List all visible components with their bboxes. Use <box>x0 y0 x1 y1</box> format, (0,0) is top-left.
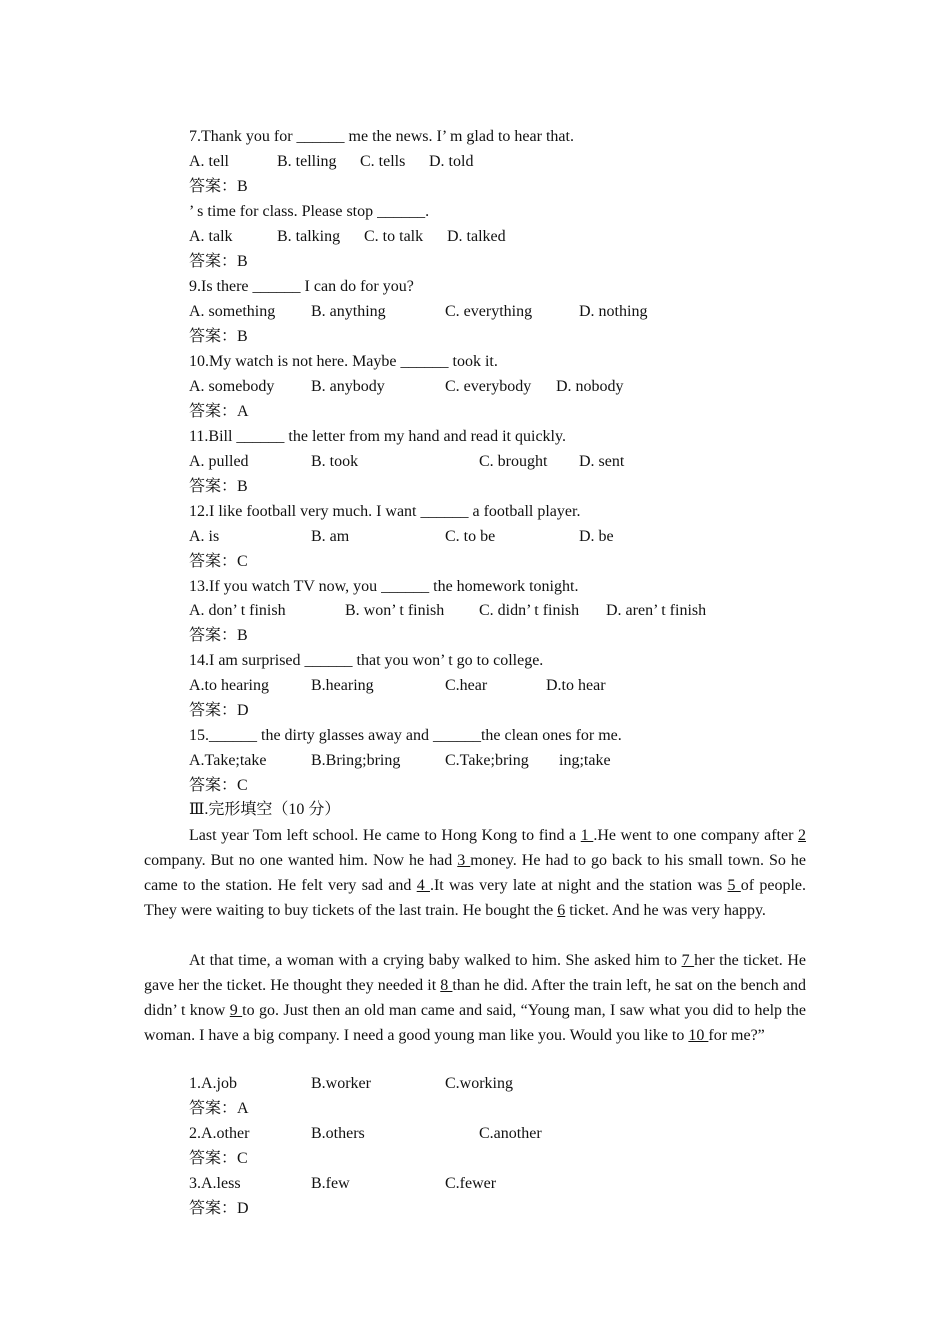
passage-text: ticket. And he was very happy. <box>565 902 766 919</box>
passage-text: money. He had to go back to his small town. So he came to the station. He felt very sad and <box>144 852 807 894</box>
option-c: C. tells <box>360 153 406 170</box>
cloze-3-options <box>189 1174 809 1194</box>
option-d: D. aren’ t finish <box>606 602 707 619</box>
question-11-stem: 11.Bill ______ the letter from my hand and read it quickly. <box>189 428 566 445</box>
option-a: A. tell <box>189 153 229 170</box>
option-a: A. is <box>189 528 220 545</box>
blank-10: 10 <box>688 1027 709 1044</box>
question-14-stem: 14.I am surprised ______ that you won’ t go to college. <box>189 652 544 669</box>
passage-text: than he did. After the train left, he sat on the bench and didn’ t know <box>144 977 806 1019</box>
blank-4: 4 <box>416 877 430 894</box>
option-a: 1.A.job <box>189 1075 237 1092</box>
option-d: D.to hear <box>546 677 606 694</box>
passage-text: of people. They were waiting to buy tickets of the last train. He bought the <box>144 877 807 919</box>
question-9-stem: 9.Is there ______ I can do for you? <box>189 278 414 295</box>
option-a: A. pulled <box>189 453 249 470</box>
option-c: C. to talk <box>364 228 424 245</box>
blank-2: 2 <box>798 827 807 844</box>
option-b: B.hearing <box>311 677 374 694</box>
option-b: B.others <box>311 1125 365 1142</box>
cloze-3-answer: 答案：D <box>189 1200 249 1217</box>
passage-paragraph-2 <box>144 948 806 1048</box>
question-8-stem: ’ s time for class. Please stop ______. <box>189 203 430 220</box>
question-7-answer: 答案：B <box>189 178 248 195</box>
option-d: D. told <box>429 153 474 170</box>
option-c: C.another <box>479 1125 542 1142</box>
cloze-1-options <box>189 1074 809 1094</box>
question-14-answer: 答案：D <box>189 702 249 719</box>
option-d: D. nothing <box>579 303 648 320</box>
question-7-stem: 7.Thank you for ______ me the news. I’ m glad to hear that. <box>189 128 574 145</box>
blank-1: 1 <box>580 827 594 844</box>
option-c: C. brought <box>479 453 548 470</box>
passage-text: her the ticket. He gave her the ticket. He thought they needed it <box>144 952 807 994</box>
option-d: D. be <box>579 528 614 545</box>
question-9-options <box>189 302 809 322</box>
blank-9: 9 <box>229 1002 243 1019</box>
question-7-options <box>189 152 809 172</box>
option-d: D. sent <box>579 453 625 470</box>
passage-text: Last year Tom left school. He came to Hong Kong to find a <box>189 827 581 844</box>
option-d: ing;take <box>559 752 611 769</box>
option-a: A. talk <box>189 228 233 245</box>
option-b: B. anybody <box>311 378 385 395</box>
option-c: C.fewer <box>445 1175 497 1192</box>
question-11-answer: 答案：B <box>189 478 248 495</box>
option-b: B.Bring;bring <box>311 752 401 769</box>
option-c: C.working <box>445 1075 513 1092</box>
option-c: C. to be <box>445 528 496 545</box>
question-12-options <box>189 527 809 547</box>
option-c: C.hear <box>445 677 488 694</box>
option-b: B. telling <box>277 153 337 170</box>
question-13-answer: 答案：B <box>189 627 248 644</box>
passage-text: At that time, a woman with a crying baby walked to him. She asked him to <box>189 952 682 969</box>
option-b: B. talking <box>277 228 341 245</box>
option-a: A. don’ t finish <box>189 602 286 619</box>
option-a: A. somebody <box>189 378 275 395</box>
option-d: D. nobody <box>556 378 624 395</box>
cloze-1-answer: 答案：A <box>189 1100 249 1117</box>
passage-text: .It was very late at night and the station was <box>429 877 728 894</box>
option-b: B. am <box>311 528 350 545</box>
option-b: B. won’ t finish <box>345 602 445 619</box>
question-11-options <box>189 452 809 472</box>
question-13-options <box>189 601 809 621</box>
passage-text: to go. Just then an old man came and said, “Young man, I saw what you did to help the woman. I have a big company. I need a good young man like you. Would you like to <box>144 1002 806 1044</box>
option-b: B.few <box>311 1175 350 1192</box>
question-8-options <box>189 227 809 247</box>
option-b: B. anything <box>311 303 386 320</box>
question-13-stem: 13.If you watch TV now, you ______ the homework tonight. <box>189 578 579 595</box>
passage-text: .He went to one company after <box>593 827 799 844</box>
blank-3: 3 <box>457 852 471 869</box>
option-c: C.Take;bring <box>445 752 529 769</box>
passage-text: company. But no one wanted him. Now he had <box>144 852 458 869</box>
blank-6: 6 <box>557 902 566 919</box>
question-8-answer: 答案：B <box>189 253 248 270</box>
passage-paragraph-1 <box>144 823 806 923</box>
option-a: A.to hearing <box>189 677 269 694</box>
question-12-stem: 12.I like football very much. I want ______ a football player. <box>189 503 581 520</box>
passage-text: for me?” <box>708 1027 765 1044</box>
blank-5: 5 <box>727 877 741 894</box>
question-10-stem: 10.My watch is not here. Maybe ______ took it. <box>189 353 498 370</box>
option-b: B. took <box>311 453 359 470</box>
question-15-options <box>189 751 809 771</box>
option-c: C. everything <box>445 303 533 320</box>
question-15-stem: 15.______ the dirty glasses away and ______the clean ones for me. <box>189 727 622 744</box>
question-10-answer: 答案：A <box>189 403 249 420</box>
option-d: D. talked <box>447 228 506 245</box>
option-a: A.Take;take <box>189 752 267 769</box>
question-10-options <box>189 377 809 397</box>
option-b: B.worker <box>311 1075 371 1092</box>
question-14-options <box>189 676 809 696</box>
option-a: 3.A.less <box>189 1175 241 1192</box>
question-15-answer: 答案：C <box>189 777 248 794</box>
cloze-2-options <box>189 1124 809 1144</box>
option-c: C. didn’ t finish <box>479 602 580 619</box>
cloze-2-answer: 答案：C <box>189 1150 248 1167</box>
question-12-answer: 答案：C <box>189 553 248 570</box>
section-heading: Ⅲ.完形填空（10 分） <box>189 801 341 818</box>
option-c: C. everybody <box>445 378 532 395</box>
blank-8: 8 <box>440 977 453 994</box>
option-a: 2.A.other <box>189 1125 250 1142</box>
option-a: A. something <box>189 303 276 320</box>
question-9-answer: 答案：B <box>189 328 248 345</box>
blank-7: 7 <box>681 952 695 969</box>
